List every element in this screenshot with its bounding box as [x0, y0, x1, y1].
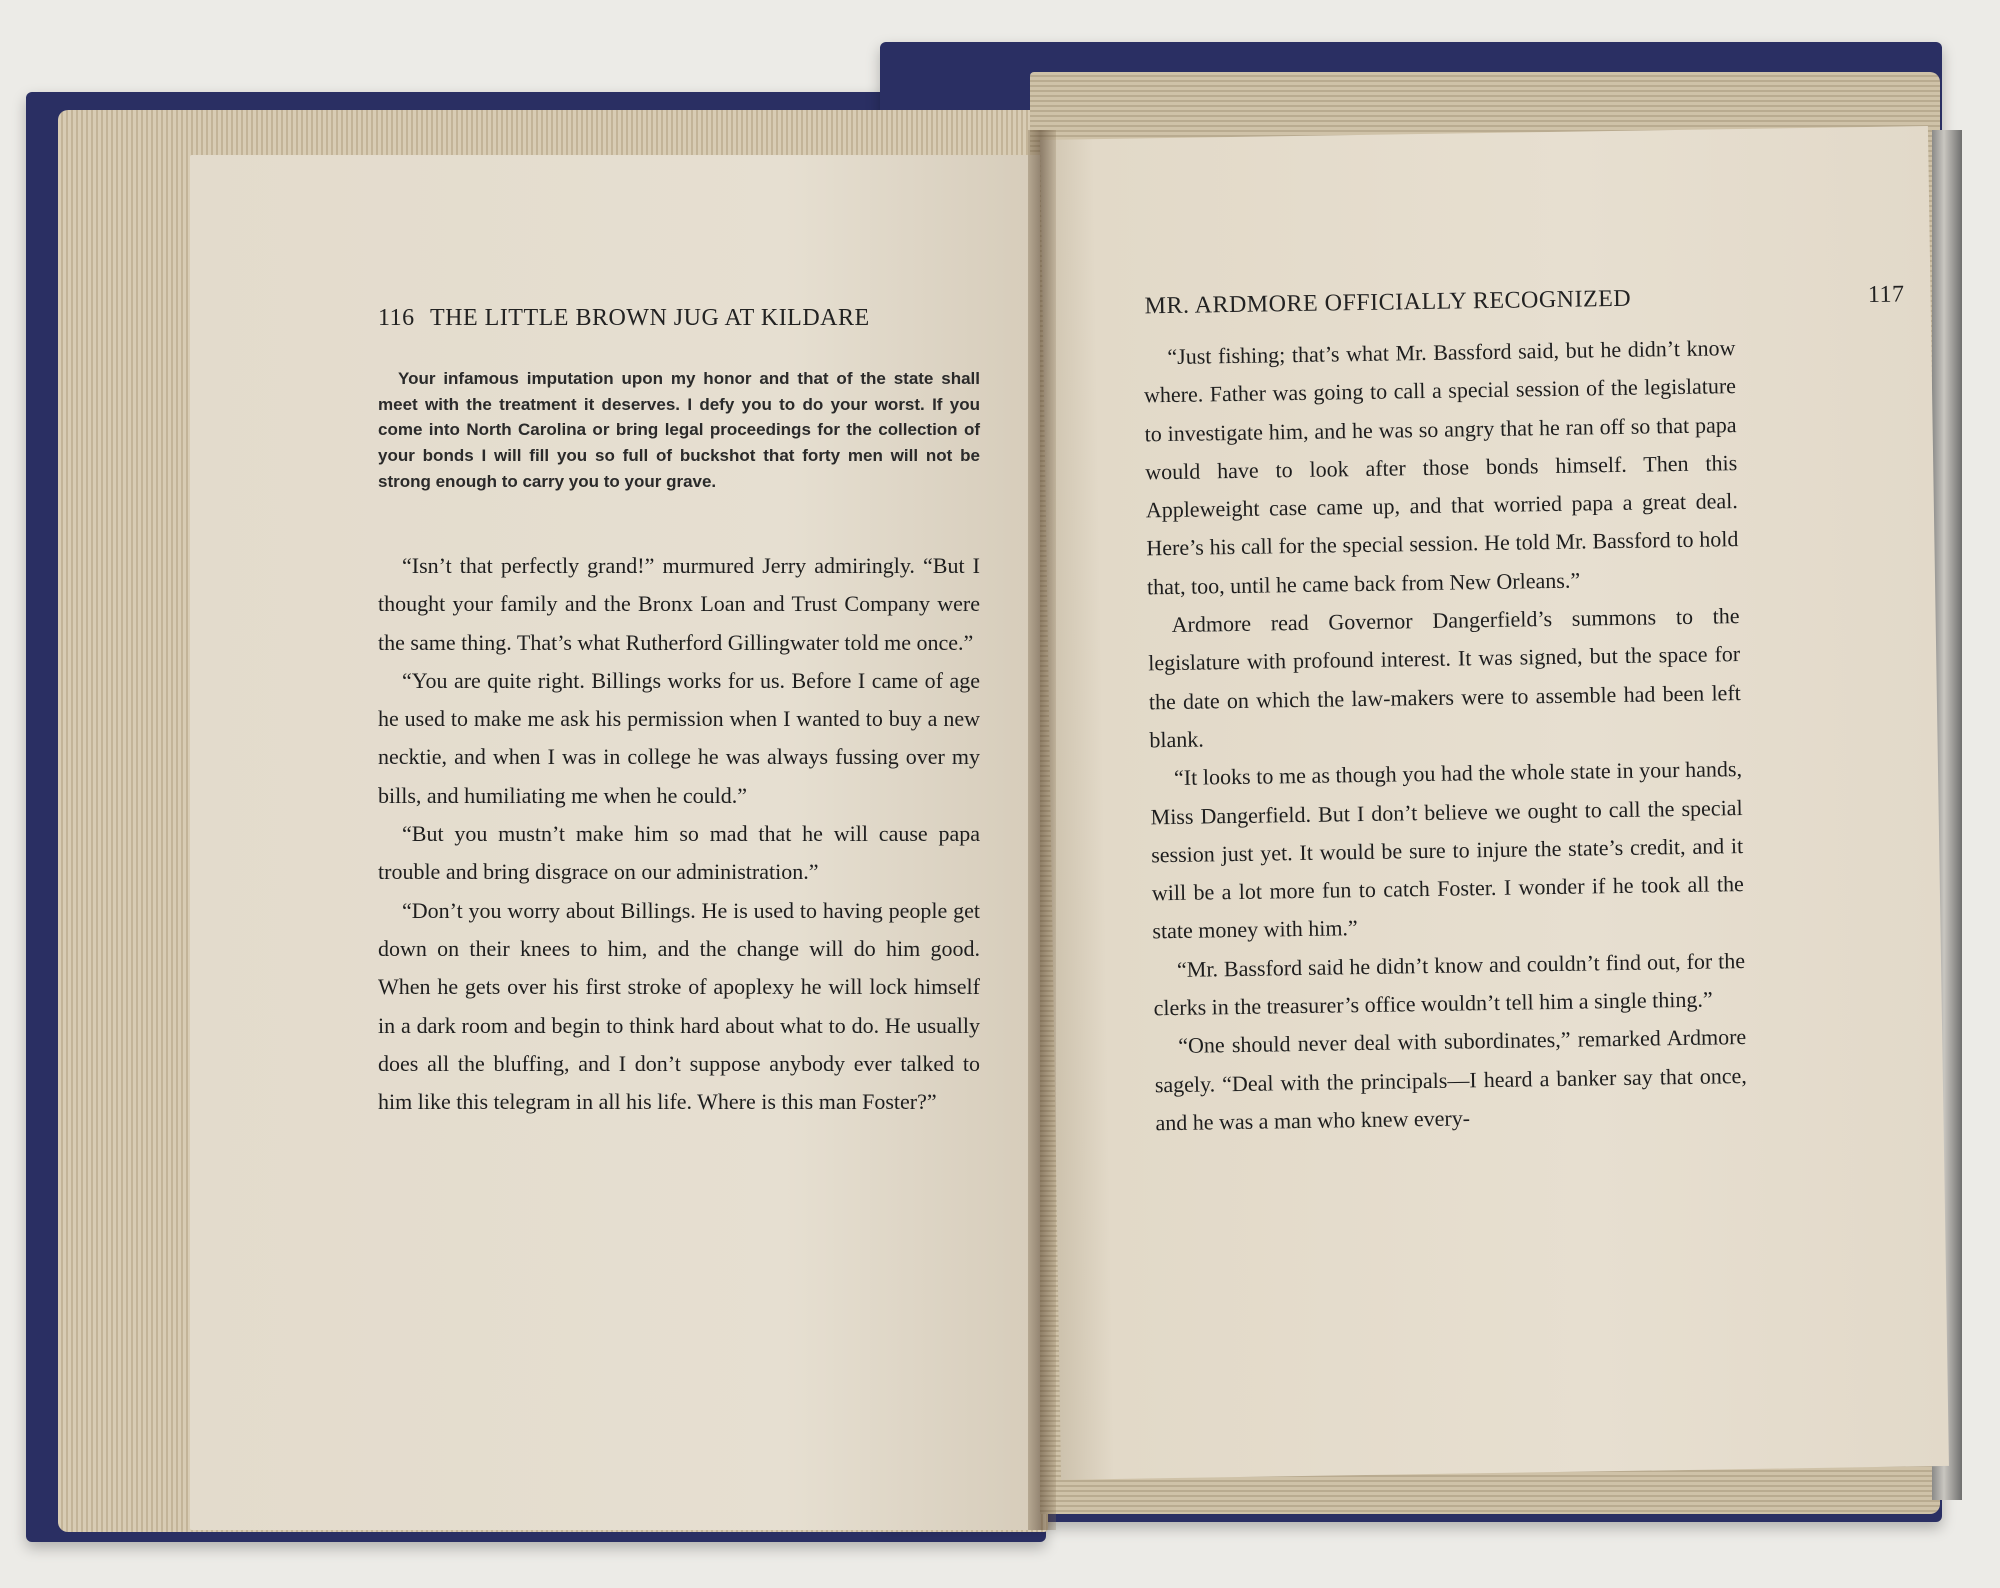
- left-running-title: THE LITTLE BROWN JUG AT KILDARE: [430, 305, 870, 331]
- paragraph: Ardmore read Governor Dangerfield’s summons to the legislature with profound interest. It was signed, but the space for the date on which the law-makers were to assemble had been left blank.: [1148, 603, 1741, 753]
- paragraph: “Just fishing; that’s what Mr. Bassford said, but he didn’t know where. Father was going to call a special session of the legislature to investigate him, and he was so angry that he ran off so that papa would have to look after those bonds himself. Then this Appleweight case came up, and that worried papa a great deal. Here’s his call for the special session. He told Mr. Bassford to hold that, too, until he came back from New Orleans.”: [1143, 335, 1739, 600]
- paragraph: “Mr. Bassford said he didn’t know and couldn’t find out, for the clerks in the treasurer’s office wouldn’t tell him a single thing.”: [1153, 947, 1746, 1021]
- paragraph: “Don’t you worry about Billings. He is used to having people get down on their knees to him, and the change will do him good. When he gets over his first stroke of apoplexy he will lock himself in a dark room and begin to think hard about what to do. He usually does all the bluffing, and I don’t suppose anybody ever talked to him like this telegram in all his life. Where is this man Foster?”: [378, 897, 980, 1115]
- paragraph: “It looks to me as though you had the whole state in your hands, Miss Dangerfield. But I don’t believe we ought to call the special session just yet. It would be sure to injure the state’s credit, and it will be a lot more fun to catch Foster. I wonder if he took all the state money with him.”: [1150, 756, 1744, 944]
- book-gutter: [1028, 130, 1056, 1530]
- right-running-title: MR. ARDMORE OFFICIALLY RECOGNIZED: [1144, 285, 1632, 320]
- paragraph: “Isn’t that perfectly grand!” murmured Jerry admiringly. “But I thought your family and the Bronx Loan and Trust Company were the same thing. That’s what Rutherford Gillingwater told me once.”: [378, 553, 980, 655]
- right-page: [1040, 126, 1949, 1480]
- left-page: [190, 155, 1040, 1530]
- telegram-quote: [378, 366, 980, 495]
- telegram-text: Your infamous imputation upon my honor and that of the state shall meet with the treatment it deserves. I defy you to do your worst. If you come into North Carolina or bring legal proceedings for the collection of your bonds I will fill you so full of buckshot that forty men will not be strong enough to carry you to your grave.: [378, 369, 980, 491]
- right-running-head: [1144, 281, 1905, 320]
- paragraph: “One should never deal with subordinates,” remarked Ardmore sagely. “Deal with the principals—I heard a banker say that once, and he was a man who knew every-: [1154, 1024, 1747, 1136]
- paragraph: “But you mustn’t make him so mad that he will cause papa trouble and bring disgrace on our administration.”: [378, 821, 980, 885]
- left-page-number: 116: [378, 305, 415, 331]
- right-body-text: [1143, 329, 1748, 1142]
- left-body-text: [378, 547, 980, 1121]
- paragraph: “You are quite right. Billings works for us. Before I came of age he used to make me ask his permission when I wanted to buy a new necktie, and when I was in college he was always fussing over my bills, and humiliating me when he could.”: [378, 667, 980, 808]
- right-page-number: 117: [1867, 281, 1905, 309]
